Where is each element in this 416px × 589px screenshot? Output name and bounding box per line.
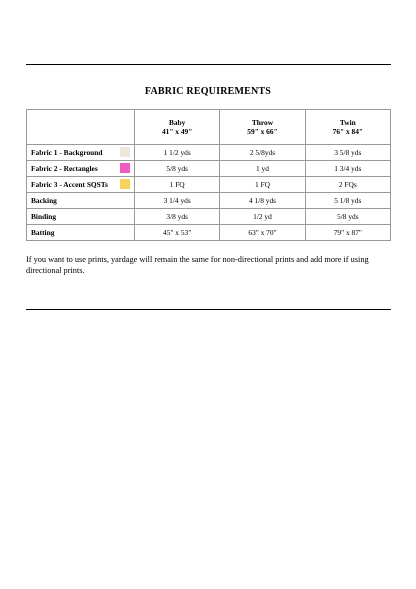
table-cell: 5/8 yds bbox=[305, 209, 390, 225]
empty-header-cell bbox=[27, 110, 135, 145]
prints-note: If you want to use prints, yardage will remain the same for non-directional prints and add more if using directional prints. bbox=[26, 255, 369, 276]
table-cell: 3 5/8 yds bbox=[305, 145, 390, 161]
table-row bbox=[27, 225, 391, 241]
color-swatch bbox=[120, 147, 130, 157]
table-row bbox=[27, 145, 391, 161]
row-label-text: Fabric 3 - Accent SQSTs bbox=[31, 180, 108, 189]
column-size: 76" x 84" bbox=[332, 127, 364, 136]
column-header-baby bbox=[135, 110, 220, 145]
column-size: 41" x 49" bbox=[161, 127, 193, 136]
column-name: Throw bbox=[251, 117, 274, 127]
bottom-divider bbox=[26, 309, 391, 310]
column-name: Twin bbox=[339, 117, 356, 127]
column-size: 59" x 66" bbox=[247, 127, 278, 136]
table-row bbox=[27, 209, 391, 225]
column-header-throw bbox=[220, 110, 305, 145]
table-header-row bbox=[27, 110, 391, 145]
table-row bbox=[27, 177, 391, 193]
column-header-twin bbox=[305, 110, 390, 145]
table-row bbox=[27, 193, 391, 209]
page-title: FABRIC REQUIREMENTS bbox=[144, 86, 272, 97]
fabric-requirements-table bbox=[26, 109, 391, 241]
table-cell: 2 5/8yds bbox=[220, 145, 305, 161]
table-cell: 1 1/2 yds bbox=[135, 145, 220, 161]
row-label: Batting bbox=[27, 225, 135, 241]
table-cell: 1 3/4 yds bbox=[305, 161, 390, 177]
table-cell: 1 FQ bbox=[220, 177, 305, 193]
top-divider bbox=[26, 64, 391, 65]
table-cell: 3 1/4 yds bbox=[135, 193, 220, 209]
color-swatch bbox=[120, 179, 130, 189]
table-cell: 2 FQs bbox=[305, 177, 390, 193]
row-label bbox=[27, 177, 135, 193]
table-cell: 63" x 70" bbox=[220, 225, 305, 241]
table-cell: 1 FQ bbox=[135, 177, 220, 193]
row-label bbox=[27, 145, 135, 161]
row-label-text: Fabric 1 - Background bbox=[31, 148, 103, 157]
table-row bbox=[27, 161, 391, 177]
row-label: Binding bbox=[27, 209, 135, 225]
table-cell: 4 1/8 yds bbox=[220, 193, 305, 209]
table-cell: 3/8 yds bbox=[135, 209, 220, 225]
table-cell: 5/8 yds bbox=[135, 161, 220, 177]
table-cell: 1 yd bbox=[220, 161, 305, 177]
table-cell: 45" x 53" bbox=[135, 225, 220, 241]
row-label-text: Fabric 2 - Rectangles bbox=[31, 164, 98, 173]
table-cell: 1/2 yd bbox=[220, 209, 305, 225]
column-name: Baby bbox=[168, 117, 186, 127]
row-label: Backing bbox=[27, 193, 135, 209]
color-swatch bbox=[120, 163, 130, 173]
table-cell: 79" x 87" bbox=[305, 225, 390, 241]
table-cell: 5 1/8 yds bbox=[305, 193, 390, 209]
row-label bbox=[27, 161, 135, 177]
